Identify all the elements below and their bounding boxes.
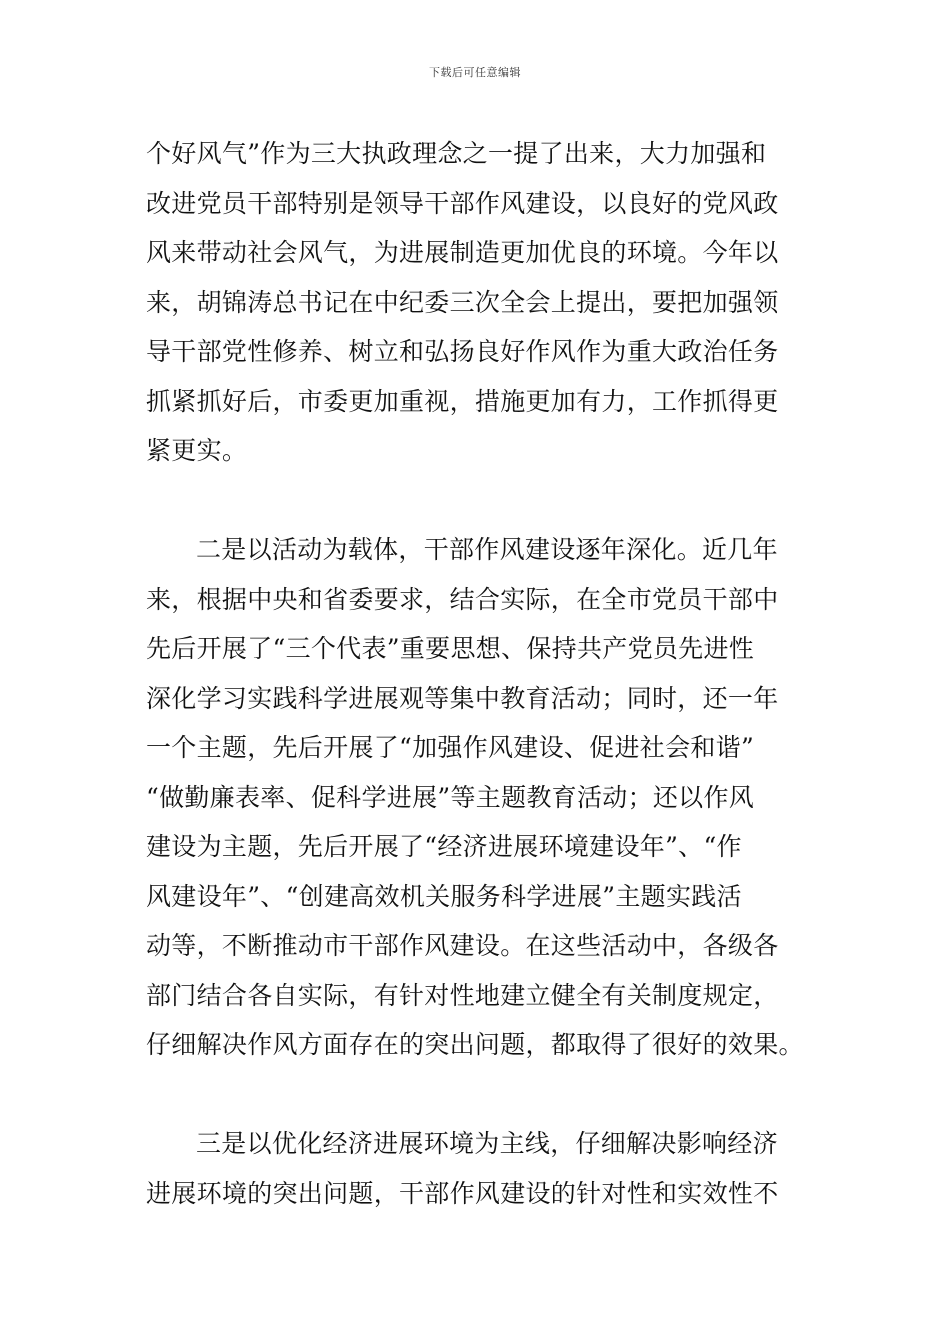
paragraph-gap — [146, 1070, 811, 1120]
paragraph-3 — [146, 1119, 811, 1218]
text-line: 紧更实。 — [146, 436, 248, 465]
text-line: 来，胡锦涛总书记在中纪委三次全会上提出，要把加强领 — [146, 287, 779, 317]
document-body — [146, 129, 811, 1218]
text-line: 来，根据中央和省委要求，结合实际，在全市党员干部中 — [146, 584, 779, 614]
text-line: 建设为主题，先后开展了“经济进展环境建设年”、“作 — [146, 832, 742, 861]
text-line: 动等，不断推动市干部作风建设。在这些活动中，各级各 — [146, 931, 779, 960]
text-line: 一个主题，先后开展了“加强作风建设、促进社会和谐” — [146, 733, 755, 762]
text-line: 个好风气”作为三大执政理念之一提了出来，大力加强和 — [146, 139, 767, 168]
text-line: 深化学习实践科学进展观等集中教育活动；同时，还一年 — [146, 683, 779, 713]
text-line: 仔细解决作风方面存在的突出问题，都取得了很好的效果。 — [146, 1030, 804, 1059]
text-line: 风建设年”、“创建高效机关服务科学进展”主题实践活 — [146, 881, 742, 911]
paragraph-gap — [146, 476, 811, 526]
text-line: 二是以活动为载体，干部作风建设逐年深化。近几年 — [196, 535, 778, 564]
text-line: 部门结合各自实际，有针对性地建立健全有关制度规定， — [146, 980, 779, 1010]
text-line: 导干部党性修养、树立和弘扬良好作风作为重大政治任务 — [146, 337, 779, 366]
text-line: 抓紧抓好后，市委更加重视，措施更加有力，工作抓得更 — [146, 386, 779, 416]
text-line: “做勤廉表率、促科学进展”等主题教育活动；还以作风 — [146, 782, 755, 812]
text-line: 风来带动社会风气，为进展制造更加优良的环境。今年以 — [146, 238, 779, 267]
text-line: 三是以优化经济进展环境为主线，仔细解决影响经济 — [196, 1129, 778, 1158]
text-line: 改进党员干部特别是领导干部作风建设，以良好的党风政 — [146, 188, 779, 218]
text-line: 进展环境的突出问题，干部作风建设的针对性和实效性不 — [146, 1178, 779, 1208]
paragraph-2 — [146, 525, 811, 1070]
text-line: 先后开展了“三个代表”重要思想、保持共产党员先进性 — [146, 634, 755, 663]
page-header: 下载后可任意编辑 — [429, 66, 521, 79]
paragraph-1 — [146, 129, 811, 476]
